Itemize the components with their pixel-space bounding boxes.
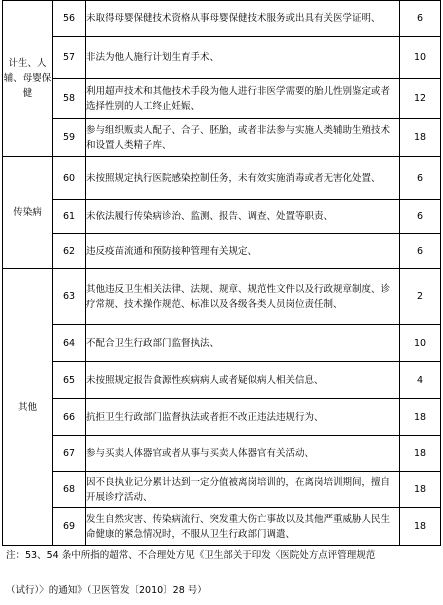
row-description: 因不良执业记分累计达到一定分值被离岗培训的，在离岗培训期间，擅自开展诊疗活动、: [86, 472, 400, 508]
table-row: [3, 508, 441, 546]
row-score: 12: [400, 79, 441, 119]
row-description: 未按照规定报告食源性疾病病人或者疑似病人相关信息、: [86, 362, 400, 399]
row-score: 18: [400, 508, 441, 546]
row-number: 59: [53, 119, 86, 157]
row-score: 18: [400, 472, 441, 508]
row-number: 66: [53, 399, 86, 436]
row-number: 64: [53, 325, 86, 362]
row-number: 68: [53, 472, 86, 508]
table-row: [3, 37, 441, 79]
rules-table: [2, 0, 441, 546]
row-number: 62: [53, 234, 86, 269]
row-number: 63: [53, 269, 86, 325]
row-number: 65: [53, 362, 86, 399]
row-description: 抗拒卫生行政部门监督执法或者拒不改正违法违规行为、: [86, 399, 400, 436]
row-number: 60: [53, 157, 86, 200]
row-description: 未依法履行传染病诊治、监测、报告、调查、处置等职责、: [86, 200, 400, 234]
row-score: 18: [400, 436, 441, 472]
footnote-line-1: 注：53、54 条中所指的超常、不合理处方见《卫生部关于印发〈医院处方点评管理规范: [6, 550, 376, 561]
row-description: 未按照规定执行医院感染控制任务，未有效实施消毒或者无害化处置、: [86, 157, 400, 200]
row-score: 2: [400, 269, 441, 325]
table-row: [3, 362, 441, 399]
row-score: 18: [400, 399, 441, 436]
table-row: [3, 269, 441, 325]
row-number: 56: [53, 1, 86, 37]
table-row: [3, 79, 441, 119]
category-family-planning: 计生、人辅、母婴保健: [3, 1, 53, 157]
footnote-line-2: （试行）〉的通知》（卫医管发〔2010〕28 号）: [6, 585, 207, 596]
row-description: 其他违反卫生相关法律、法规、规章、规范性文件以及行政规章制度、诊疗常规、技术操作规范、标准以及各级各类人员岗位责任制、: [86, 269, 400, 325]
row-score: 6: [400, 157, 441, 200]
row-score: 6: [400, 1, 441, 37]
category-other: 其他: [3, 269, 53, 546]
row-description: 参与买卖人体器官或者从事与买卖人体器官有关活动、: [86, 436, 400, 472]
row-number: 69: [53, 508, 86, 546]
row-score: 4: [400, 362, 441, 399]
category-infectious: 传染病: [3, 157, 53, 269]
row-score: 6: [400, 234, 441, 269]
row-description: 利用超声技术和其他技术手段为他人进行非医学需要的胎儿性别鉴定或者选择性别的人工终止妊娠、: [86, 79, 400, 119]
row-description: 违反疫苗流通和预防接种管理有关规定、: [86, 234, 400, 269]
table-row: [3, 1, 441, 37]
row-description: 参与组织贩卖人配子、合子、胚胎，或者非法参与实施人类辅助生殖技术和设置人类精子库、: [86, 119, 400, 157]
row-description: 发生自然灾害、传染病流行、突发重大伤亡事故以及其他严重威胁人民生命健康的紧急情况时，不服从卫生行政部门调遣、: [86, 508, 400, 546]
table-row: [3, 157, 441, 200]
row-score: 6: [400, 200, 441, 234]
table-row: [3, 119, 441, 157]
row-number: 67: [53, 436, 86, 472]
row-description: 非法为他人施行计划生育手术、: [86, 37, 400, 79]
row-score: 18: [400, 119, 441, 157]
table-row: [3, 325, 441, 362]
row-number: 58: [53, 79, 86, 119]
table-row: [3, 472, 441, 508]
row-number: 61: [53, 200, 86, 234]
row-description: 不配合卫生行政部门监督执法、: [86, 325, 400, 362]
row-score: 10: [400, 37, 441, 79]
table-row: [3, 399, 441, 436]
table-row: [3, 200, 441, 234]
row-score: 10: [400, 325, 441, 362]
row-description: 未取得母婴保健技术资格从事母婴保健技术服务或出具有关医学证明、: [86, 1, 400, 37]
row-number: 57: [53, 37, 86, 79]
table-row: [3, 234, 441, 269]
table-row: [3, 436, 441, 472]
